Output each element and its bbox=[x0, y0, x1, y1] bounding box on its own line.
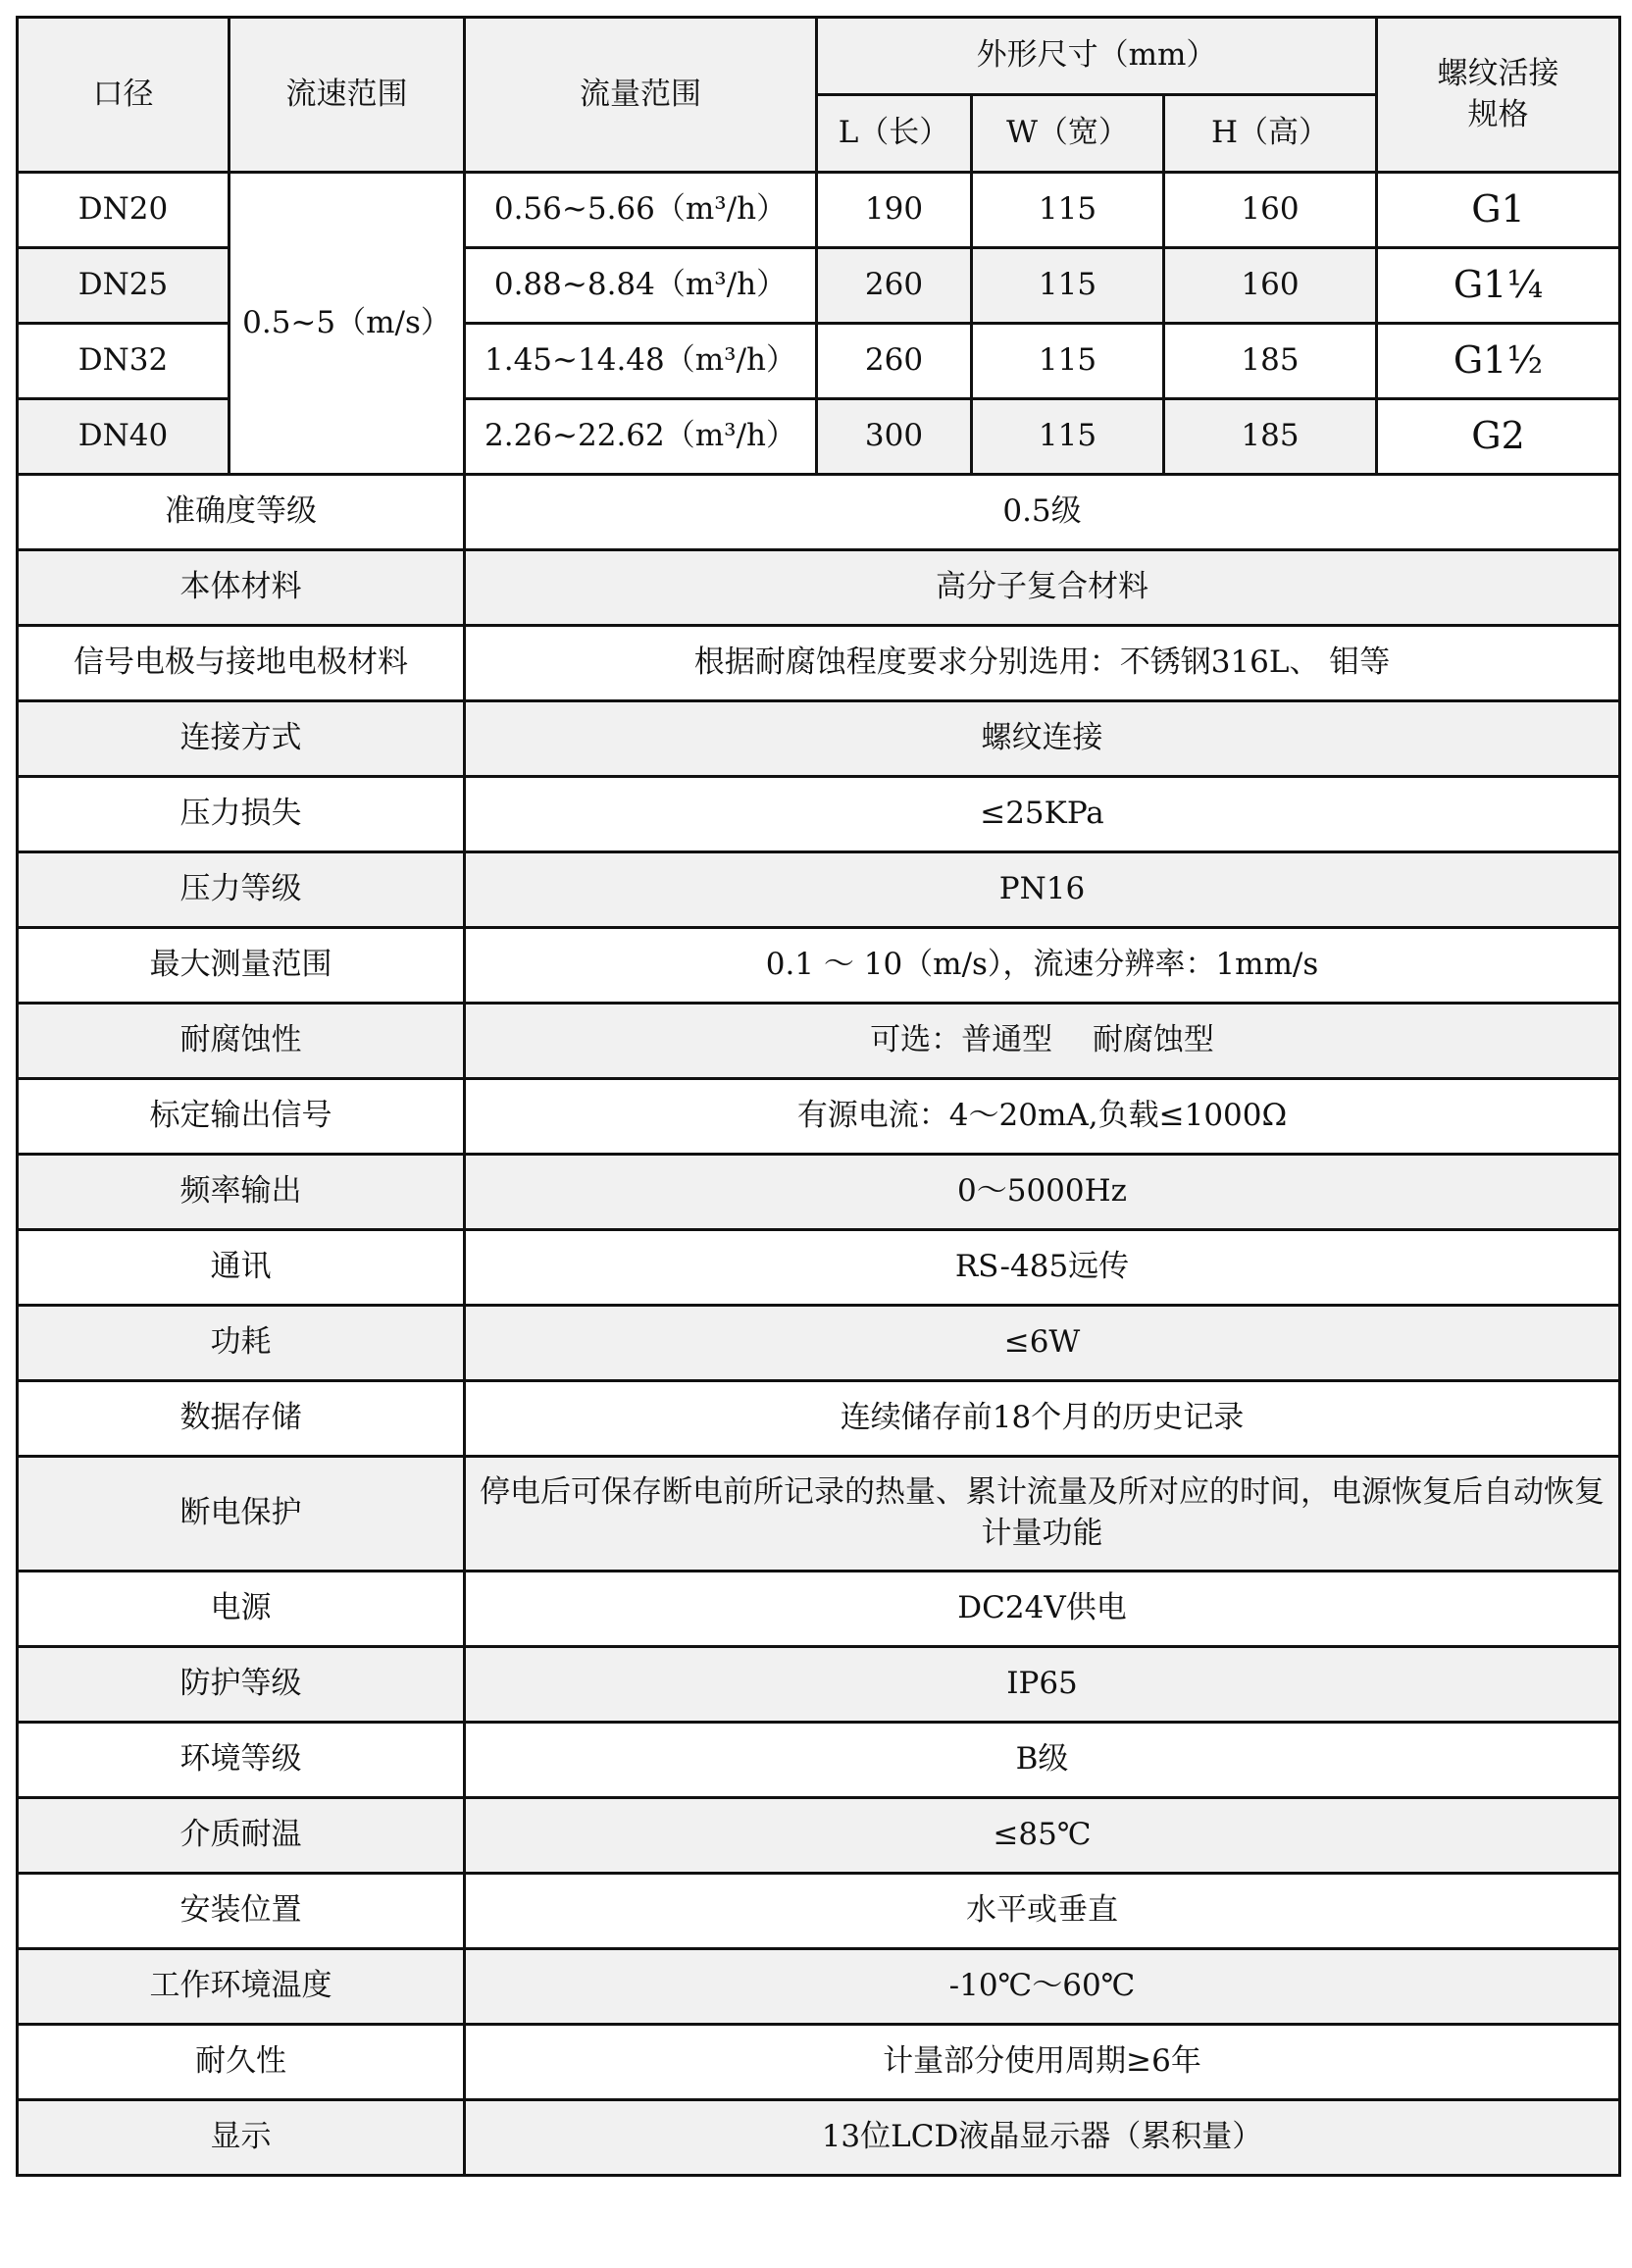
model-thread: G1½ bbox=[1377, 324, 1620, 399]
model-length: 260 bbox=[817, 324, 972, 399]
spec-label: 标定输出信号 bbox=[18, 1079, 465, 1155]
spec-value: 根据耐腐蚀程度要求分别选用：不锈钢316L、 钼等 bbox=[465, 626, 1620, 701]
model-length: 260 bbox=[817, 248, 972, 324]
spec-row-data-storage bbox=[18, 1381, 1620, 1457]
spec-label: 电源 bbox=[18, 1572, 465, 1647]
model-width: 115 bbox=[972, 324, 1164, 399]
spec-label: 断电保护 bbox=[18, 1457, 465, 1572]
spec-label: 环境等级 bbox=[18, 1723, 465, 1798]
spec-label: 安装位置 bbox=[18, 1874, 465, 1949]
header-velocity-range: 流速范围 bbox=[230, 18, 465, 173]
model-width: 115 bbox=[972, 173, 1164, 248]
model-flow: 0.56~5.66（m³/h） bbox=[465, 173, 817, 248]
model-length: 300 bbox=[817, 399, 972, 475]
model-height: 160 bbox=[1164, 248, 1377, 324]
spec-value: 螺纹连接 bbox=[465, 701, 1620, 777]
header-thread: 螺纹活接规格 bbox=[1377, 18, 1620, 173]
model-row bbox=[18, 173, 1620, 248]
model-bore: DN20 bbox=[18, 173, 230, 248]
spec-row-connection bbox=[18, 701, 1620, 777]
spec-value: IP65 bbox=[465, 1647, 1620, 1723]
spec-value: 计量部分使用周期≥6年 bbox=[465, 2025, 1620, 2100]
spec-row-accuracy bbox=[18, 475, 1620, 550]
spec-row-pressure-rating bbox=[18, 852, 1620, 928]
model-thread: G1¼ bbox=[1377, 248, 1620, 324]
spec-label: 信号电极与接地电极材料 bbox=[18, 626, 465, 701]
header-dimensions: 外形尺寸（mm） bbox=[817, 18, 1377, 95]
spec-value: 0.1 ～ 10（m/s），流速分辨率：1mm/s bbox=[465, 928, 1620, 1004]
model-bore: DN40 bbox=[18, 399, 230, 475]
model-flow: 1.45~14.48（m³/h） bbox=[465, 324, 817, 399]
spec-row-frequency bbox=[18, 1155, 1620, 1230]
spec-label: 耐腐蚀性 bbox=[18, 1004, 465, 1079]
spec-value: 高分子复合材料 bbox=[465, 550, 1620, 626]
model-flow: 0.88~8.84（m³/h） bbox=[465, 248, 817, 324]
spec-row-pressure-loss bbox=[18, 777, 1620, 852]
spec-label: 压力损失 bbox=[18, 777, 465, 852]
spec-value: 有源电流：4～20mA,负载≤1000Ω bbox=[465, 1079, 1620, 1155]
spec-value: ≤85℃ bbox=[465, 1798, 1620, 1874]
spec-label: 介质耐温 bbox=[18, 1798, 465, 1874]
model-bore: DN32 bbox=[18, 324, 230, 399]
model-thread: G1 bbox=[1377, 173, 1620, 248]
spec-value: DC24V供电 bbox=[465, 1572, 1620, 1647]
model-height: 185 bbox=[1164, 324, 1377, 399]
spec-table bbox=[16, 16, 1621, 2177]
spec-row-power-consumption bbox=[18, 1306, 1620, 1381]
spec-value: 可选：普通型 耐腐蚀型 bbox=[465, 1004, 1620, 1079]
spec-row-display bbox=[18, 2100, 1620, 2176]
model-flow: 2.26~22.62（m³/h） bbox=[465, 399, 817, 475]
spec-value: 0～5000Hz bbox=[465, 1155, 1620, 1230]
spec-label: 本体材料 bbox=[18, 550, 465, 626]
model-thread: G2 bbox=[1377, 399, 1620, 475]
spec-value: 停电后可保存断电前所记录的热量、累计流量及所对应的时间，电源恢复后自动恢复计量功能 bbox=[465, 1457, 1620, 1572]
spec-row-power-supply bbox=[18, 1572, 1620, 1647]
spec-label: 防护等级 bbox=[18, 1647, 465, 1723]
header-length: L（长） bbox=[817, 95, 972, 173]
model-height: 160 bbox=[1164, 173, 1377, 248]
spec-label: 准确度等级 bbox=[18, 475, 465, 550]
header-height: H（高） bbox=[1164, 95, 1377, 173]
spec-value: RS-485远传 bbox=[465, 1230, 1620, 1306]
spec-value: PN16 bbox=[465, 852, 1620, 928]
header-row bbox=[18, 18, 1620, 95]
spec-row-communication bbox=[18, 1230, 1620, 1306]
spec-row-output-signal bbox=[18, 1079, 1620, 1155]
spec-label: 频率输出 bbox=[18, 1155, 465, 1230]
spec-label: 连接方式 bbox=[18, 701, 465, 777]
spec-label: 最大测量范围 bbox=[18, 928, 465, 1004]
spec-row-electrode-material bbox=[18, 626, 1620, 701]
spec-row-medium-temp bbox=[18, 1798, 1620, 1874]
spec-value: 水平或垂直 bbox=[465, 1874, 1620, 1949]
spec-value: -10℃～60℃ bbox=[465, 1949, 1620, 2025]
spec-value: 连续储存前18个月的历史记录 bbox=[465, 1381, 1620, 1457]
spec-row-environment bbox=[18, 1723, 1620, 1798]
spec-label: 显示 bbox=[18, 2100, 465, 2176]
spec-value: 0.5级 bbox=[465, 475, 1620, 550]
spec-label: 通讯 bbox=[18, 1230, 465, 1306]
spec-value: ≤6W bbox=[465, 1306, 1620, 1381]
model-bore: DN25 bbox=[18, 248, 230, 324]
header-bore: 口径 bbox=[18, 18, 230, 173]
spec-row-ambient-temp bbox=[18, 1949, 1620, 2025]
model-height: 185 bbox=[1164, 399, 1377, 475]
spec-row-power-failure bbox=[18, 1457, 1620, 1572]
spec-label: 耐久性 bbox=[18, 2025, 465, 2100]
spec-row-installation bbox=[18, 1874, 1620, 1949]
spec-value: 13位LCD液晶显示器（累积量） bbox=[465, 2100, 1620, 2176]
spec-row-max-range bbox=[18, 928, 1620, 1004]
spec-row-protection bbox=[18, 1647, 1620, 1723]
model-length: 190 bbox=[817, 173, 972, 248]
model-width: 115 bbox=[972, 248, 1164, 324]
spec-row-corrosion bbox=[18, 1004, 1620, 1079]
spec-label: 数据存储 bbox=[18, 1381, 465, 1457]
shared-velocity: 0.5~5（m/s） bbox=[230, 173, 465, 475]
header-width: W（宽） bbox=[972, 95, 1164, 173]
header-flow-range: 流量范围 bbox=[465, 18, 817, 173]
spec-row-body-material bbox=[18, 550, 1620, 626]
model-width: 115 bbox=[972, 399, 1164, 475]
spec-row-durability bbox=[18, 2025, 1620, 2100]
spec-label: 功耗 bbox=[18, 1306, 465, 1381]
spec-value: B级 bbox=[465, 1723, 1620, 1798]
spec-value: ≤25KPa bbox=[465, 777, 1620, 852]
spec-label: 工作环境温度 bbox=[18, 1949, 465, 2025]
spec-label: 压力等级 bbox=[18, 852, 465, 928]
